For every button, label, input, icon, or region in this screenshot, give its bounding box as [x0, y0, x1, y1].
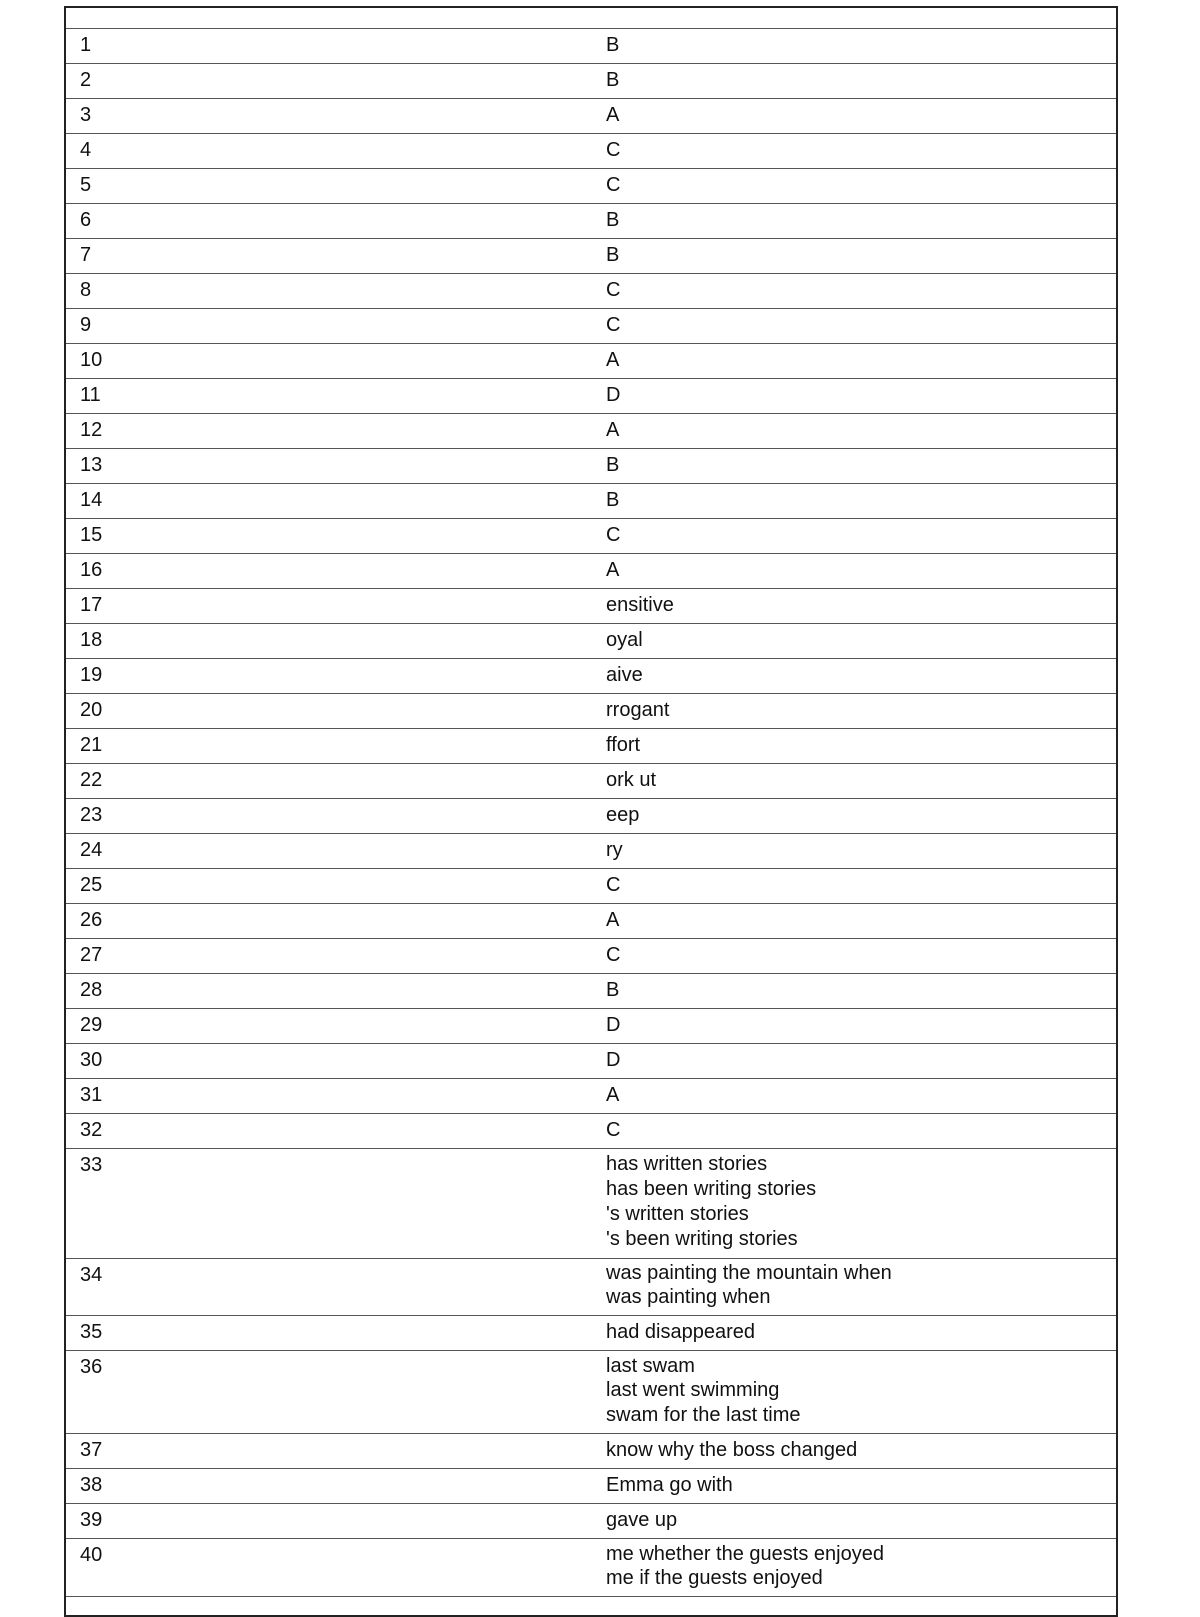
- answer-cell: [591, 64, 1117, 99]
- answer-row: [65, 1149, 1117, 1259]
- answer-text: C: [606, 524, 621, 546]
- answer-text: Emma go with: [606, 1474, 733, 1496]
- answer-cell: [591, 449, 1117, 484]
- answer-text: C: [606, 1119, 621, 1141]
- answer-cell: [591, 904, 1117, 939]
- question-number: 33: [65, 1149, 591, 1259]
- answer-row: [65, 554, 1117, 589]
- answer-cell: [591, 29, 1117, 64]
- answer-row: [65, 29, 1117, 64]
- question-number: 2: [65, 64, 591, 99]
- answer-text: ensitive: [606, 594, 674, 616]
- answer-cell: [591, 204, 1117, 239]
- question-number: 35: [65, 1316, 591, 1351]
- answer-cell: [591, 1469, 1117, 1504]
- question-number: 10: [65, 344, 591, 379]
- answer-cell: [591, 1044, 1117, 1079]
- question-number: 12: [65, 414, 591, 449]
- answer-cell: [591, 1539, 1117, 1597]
- question-number: 7: [65, 239, 591, 274]
- answer-row: [65, 764, 1117, 799]
- question-number: 31: [65, 1079, 591, 1114]
- answer-row: [65, 204, 1117, 239]
- spacer-row: [65, 1597, 1117, 1617]
- question-number: 37: [65, 1434, 591, 1469]
- answer-cell: [591, 554, 1117, 589]
- answer-cell: [591, 1316, 1117, 1351]
- question-number: 22: [65, 764, 591, 799]
- answer-row: [65, 239, 1117, 274]
- answer-cell: [591, 274, 1117, 309]
- answer-text: B: [606, 979, 620, 1001]
- question-number: 20: [65, 694, 591, 729]
- answer-row: [65, 274, 1117, 309]
- answer-row: [65, 414, 1117, 449]
- answer-text: gave up: [606, 1509, 678, 1531]
- answer-row: [65, 1259, 1117, 1316]
- answer-text: B: [606, 34, 620, 56]
- answer-cell: [591, 939, 1117, 974]
- answer-row: [65, 834, 1117, 869]
- answer-cell: [591, 589, 1117, 624]
- answer-row: [65, 974, 1117, 1009]
- answer-row: [65, 1504, 1117, 1539]
- answer-text: A: [606, 419, 620, 441]
- answer-row: [65, 869, 1117, 904]
- question-number: 36: [65, 1351, 591, 1434]
- answer-key-body: [65, 7, 1117, 1616]
- answer-text: A: [606, 1084, 620, 1106]
- answer-row: [65, 1114, 1117, 1149]
- question-number: 1: [65, 29, 591, 64]
- question-number: 18: [65, 624, 591, 659]
- answer-cell: [591, 1079, 1117, 1114]
- answer-text: has written stories: [606, 1153, 768, 1175]
- answer-cell: [591, 834, 1117, 869]
- answer-row: [65, 904, 1117, 939]
- answer-row: [65, 344, 1117, 379]
- answer-text: eep: [606, 804, 640, 826]
- answer-text: D: [606, 1049, 621, 1071]
- question-number: 34: [65, 1259, 591, 1316]
- answer-row: [65, 939, 1117, 974]
- answer-key-table: [64, 6, 1118, 1617]
- question-number: 40: [65, 1539, 591, 1597]
- answer-row: [65, 799, 1117, 834]
- answer-text: last went swimming: [606, 1379, 780, 1402]
- answer-text: had disappeared: [606, 1321, 756, 1343]
- answer-cell: [591, 169, 1117, 204]
- question-number: 27: [65, 939, 591, 974]
- question-number: 30: [65, 1044, 591, 1079]
- answer-cell: [591, 659, 1117, 694]
- answer-text: A: [606, 349, 620, 371]
- answer-row: [65, 449, 1117, 484]
- question-number: 24: [65, 834, 591, 869]
- question-number: 3: [65, 99, 591, 134]
- answer-text: D: [606, 1014, 621, 1036]
- answer-text: oyal: [606, 629, 643, 651]
- answer-text: C: [606, 944, 621, 966]
- answer-cell: [591, 764, 1117, 799]
- answer-text: C: [606, 174, 621, 196]
- answer-row: [65, 1316, 1117, 1351]
- question-number: 19: [65, 659, 591, 694]
- question-number: 32: [65, 1114, 591, 1149]
- answer-cell: [591, 344, 1117, 379]
- question-number: 9: [65, 309, 591, 344]
- answer-text: B: [606, 454, 620, 476]
- answer-cell: [591, 309, 1117, 344]
- answer-row: [65, 484, 1117, 519]
- spacer-row: [65, 7, 1117, 29]
- answer-text: B: [606, 489, 620, 511]
- answer-text: B: [606, 244, 620, 266]
- question-number: 11: [65, 379, 591, 414]
- question-number: 14: [65, 484, 591, 519]
- question-number: 26: [65, 904, 591, 939]
- answer-text: C: [606, 139, 621, 161]
- answer-cell: [591, 1114, 1117, 1149]
- question-number: 21: [65, 729, 591, 764]
- answer-cell: [591, 484, 1117, 519]
- answer-row: [65, 589, 1117, 624]
- answer-row: [65, 1079, 1117, 1114]
- answer-cell: [591, 729, 1117, 764]
- answer-text: me if the guests enjoyed: [606, 1567, 823, 1589]
- answer-row: [65, 519, 1117, 554]
- question-number: 5: [65, 169, 591, 204]
- answer-cell: [591, 799, 1117, 834]
- answer-text: D: [606, 384, 621, 406]
- question-number: 15: [65, 519, 591, 554]
- answer-text: A: [606, 104, 620, 126]
- answer-cell: [591, 974, 1117, 1009]
- answer-cell: [591, 1504, 1117, 1539]
- answer-text: has been writing stories: [606, 1178, 817, 1200]
- answer-row: [65, 1434, 1117, 1469]
- spacer-cell: [65, 7, 1117, 29]
- question-number: 29: [65, 1009, 591, 1044]
- answer-row: [65, 694, 1117, 729]
- answer-cell: [591, 414, 1117, 449]
- question-number: 17: [65, 589, 591, 624]
- question-number: 39: [65, 1504, 591, 1539]
- spacer-cell: [65, 1597, 1117, 1617]
- answer-row: [65, 134, 1117, 169]
- question-number: 25: [65, 869, 591, 904]
- answer-row: [65, 1009, 1117, 1044]
- answer-text: swam for the last time: [606, 1403, 801, 1426]
- question-number: 6: [65, 204, 591, 239]
- answer-text: last swam: [606, 1355, 695, 1377]
- answer-row: [65, 99, 1117, 134]
- answer-cell: [591, 624, 1117, 659]
- question-number: 28: [65, 974, 591, 1009]
- answer-cell: [591, 239, 1117, 274]
- answer-row: [65, 64, 1117, 99]
- answer-text: rrogant: [606, 699, 670, 721]
- question-number: 16: [65, 554, 591, 589]
- question-number: 4: [65, 134, 591, 169]
- answer-text: aive: [606, 664, 643, 686]
- answer-cell: [591, 1009, 1117, 1044]
- answer-text: B: [606, 69, 620, 91]
- answer-cell: [591, 1351, 1117, 1434]
- answer-cell: [591, 694, 1117, 729]
- answer-row: [65, 624, 1117, 659]
- answer-text: ork ut: [606, 769, 657, 791]
- question-number: 38: [65, 1469, 591, 1504]
- answer-row: [65, 169, 1117, 204]
- question-number: 13: [65, 449, 591, 484]
- question-number: 8: [65, 274, 591, 309]
- answer-row: [65, 1539, 1117, 1597]
- answer-row: [65, 1044, 1117, 1079]
- answer-text: me whether the guests enjoyed: [606, 1543, 884, 1565]
- answer-text: 's been writing stories: [606, 1228, 798, 1250]
- answer-cell: [591, 379, 1117, 414]
- answer-row: [65, 659, 1117, 694]
- answer-text: was painting when: [606, 1285, 771, 1308]
- answer-cell: [591, 134, 1117, 169]
- answer-cell: [591, 1149, 1117, 1259]
- answer-text: know why the boss changed: [606, 1439, 858, 1461]
- answer-cell: [591, 519, 1117, 554]
- answer-text: B: [606, 209, 620, 231]
- answer-text: ry: [606, 839, 623, 861]
- answer-text: A: [606, 559, 620, 581]
- answer-cell: [591, 99, 1117, 134]
- answer-text: A: [606, 909, 620, 931]
- question-number: 23: [65, 799, 591, 834]
- answer-row: [65, 1351, 1117, 1434]
- answer-row: [65, 729, 1117, 764]
- answer-row: [65, 379, 1117, 414]
- answer-cell: [591, 869, 1117, 904]
- answer-text: C: [606, 279, 621, 301]
- answer-cell: [591, 1259, 1117, 1316]
- answer-row: [65, 309, 1117, 344]
- answer-text: ffort: [606, 734, 641, 756]
- answer-text: C: [606, 874, 621, 896]
- answer-text: 's written stories: [606, 1203, 749, 1225]
- answer-text: was painting the mountain when: [606, 1262, 892, 1284]
- answer-row: [65, 1469, 1117, 1504]
- answer-cell: [591, 1434, 1117, 1469]
- answer-text: C: [606, 314, 621, 336]
